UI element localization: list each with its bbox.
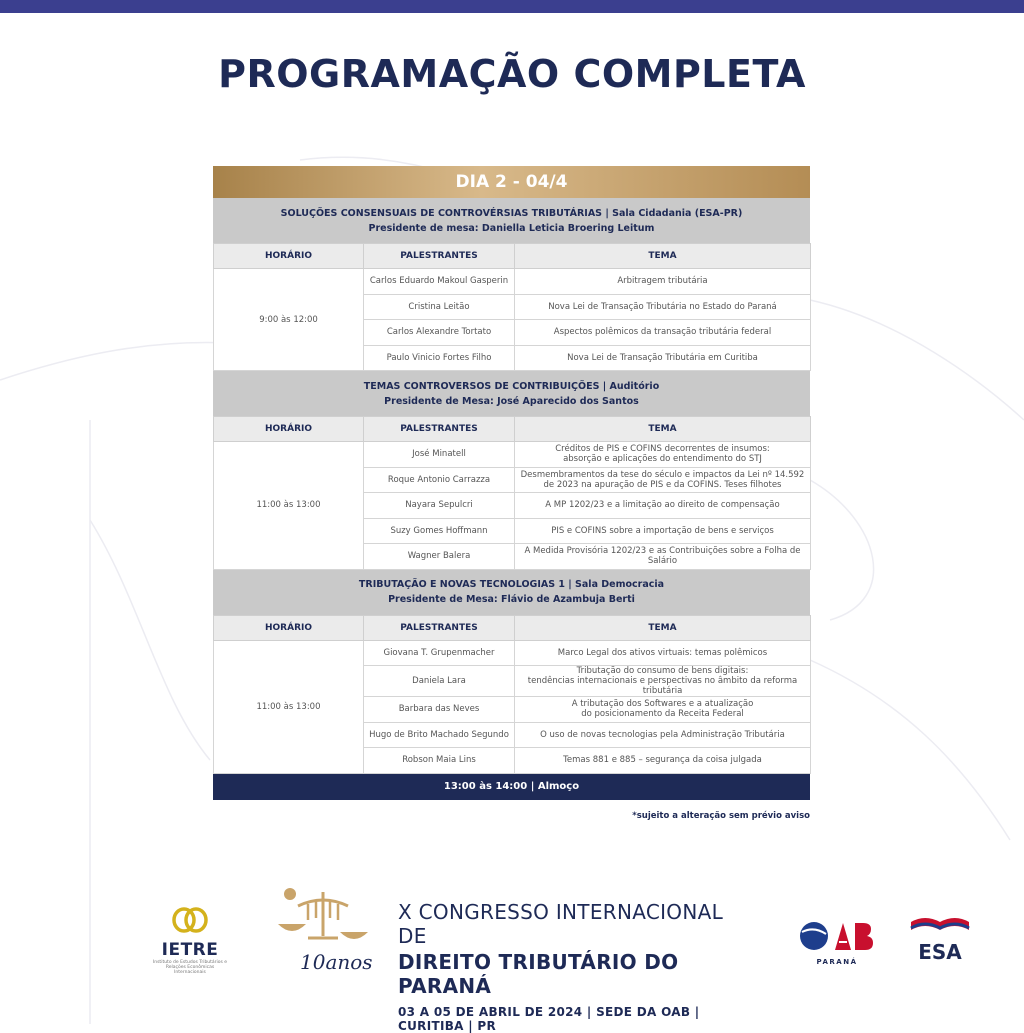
table-row	[214, 269, 811, 295]
ten-years-logo	[268, 884, 388, 984]
session-president: Presidente de Mesa: Flávio de Azambuja Berti	[388, 594, 635, 605]
speaker-cell: Paulo Vinicio Fortes Filho	[364, 345, 515, 371]
theme-cell: PIS e COFINS sobre a importação de bens e serviços	[515, 518, 811, 544]
session-president: Presidente de mesa: Daniella Leticia Broering Leitum	[368, 222, 655, 234]
session-table	[213, 243, 811, 371]
theme-cell: Desmembramentos da tese do século e impactos da Lei nº 14.592 de 2023 na apuração de PIS e da COFINS. Teses filhotes	[515, 467, 811, 493]
open-book-icon	[909, 914, 971, 936]
theme-cell: A Medida Provisória 1202/23 e as Contribuições sobre a Folha de Salário	[515, 544, 811, 570]
speaker-cell: Giovana T. Grupenmacher	[364, 640, 515, 666]
column-header-palestrantes: PALESTRANTES	[364, 417, 515, 442]
table-row	[214, 442, 811, 468]
speaker-cell: Carlos Eduardo Makoul Gasperin	[364, 269, 515, 295]
oab-logo	[798, 920, 876, 970]
speaker-cell: Wagner Balera	[364, 544, 515, 570]
oab-emblem-icon	[799, 920, 875, 952]
speaker-cell: José Minatell	[364, 442, 515, 468]
speaker-cell: Hugo de Brito Machado Segundo	[364, 722, 515, 748]
theme-cell: Arbitragem tributária	[515, 269, 811, 295]
column-header-horario: HORÁRIO	[214, 417, 364, 442]
esa-name: ESA	[918, 940, 962, 964]
column-header-horario: HORÁRIO	[214, 244, 364, 269]
theme-cell: Créditos de PIS e COFINS decorrentes de insumos: absorção e aplicações do entendimento do STJ	[515, 442, 811, 468]
ten-years-label: 10anos	[300, 950, 373, 974]
speaker-cell: Barbara das Neves	[364, 697, 515, 723]
speaker-cell: Roque Antonio Carrazza	[364, 467, 515, 493]
speaker-cell: Daniela Lara	[364, 666, 515, 697]
speaker-cell: Robson Maia Lins	[364, 748, 515, 774]
theme-cell: A MP 1202/23 e a limitação ao direito de compensação	[515, 493, 811, 519]
speaker-cell: Suzy Gomes Hoffmann	[364, 518, 515, 544]
theme-cell: O uso de novas tecnologias pela Administração Tributária	[515, 722, 811, 748]
session-header	[213, 198, 810, 243]
page-title: PROGRAMAÇÃO COMPLETA	[218, 52, 806, 96]
session-title: TRIBUTAÇÃO E NOVAS TECNOLOGIAS 1 | Sala Democracia	[358, 579, 665, 590]
theme-cell: A tributação dos Softwares e a atualização do posicionamento da Receita Federal	[515, 697, 811, 723]
column-header-palestrantes: PALESTRANTES	[364, 615, 515, 640]
column-header-tema: TEMA	[515, 615, 811, 640]
ietre-subtitle: Instituto de Estudos Tributários e Relações Econômicas Internacionais	[152, 960, 228, 975]
disclaimer-note: *sujeito a alteração sem prévio aviso	[632, 811, 810, 821]
column-header-tema: TEMA	[515, 244, 811, 269]
session-header	[213, 570, 810, 615]
lunch-break-bar: 13:00 às 14:00 | Almoço	[213, 774, 810, 800]
column-header-palestrantes: PALESTRANTES	[364, 244, 515, 269]
ietre-rings-icon	[170, 906, 210, 934]
footer-logos	[0, 880, 1024, 1033]
session-table	[213, 615, 811, 774]
scales-of-justice-icon	[268, 884, 378, 954]
ietre-logo	[152, 906, 228, 976]
theme-cell: Temas 881 e 885 – segurança da coisa julgada	[515, 748, 811, 774]
session-title: TEMAS CONTROVERSOS DE CONTRIBUIÇÕES | Auditório	[363, 380, 660, 392]
ietre-name: IETRE	[161, 940, 219, 960]
day-header: DIA 2 - 04/4	[213, 166, 810, 198]
time-cell: 11:00 às 13:00	[214, 640, 364, 773]
congress-line-2: DIREITO TRIBUTÁRIO DO PARANÁ	[398, 950, 679, 998]
theme-cell: Marco Legal dos ativos virtuais: temas polêmicos	[515, 640, 811, 666]
column-header-tema: TEMA	[515, 417, 811, 442]
congress-title-block	[398, 900, 758, 1033]
theme-cell: Nova Lei de Transação Tributária no Estado do Paraná	[515, 294, 811, 320]
speaker-cell: Nayara Sepulcri	[364, 493, 515, 519]
oab-parana-label: PARANÁ	[816, 958, 858, 966]
congress-line-1: X CONGRESSO INTERNACIONAL DE	[398, 900, 724, 948]
speaker-cell: Carlos Alexandre Tortato	[364, 320, 515, 346]
session-title: SOLUÇÕES CONSENSUAIS DE CONTROVÉRSIAS TRIBUTÁRIAS | Sala Cidadania (ESA-PR)	[280, 207, 743, 219]
theme-cell: Tributação do consumo de bens digitais: tendências internacionais e perspectivas no âmbito da reforma tributária	[515, 666, 811, 697]
theme-cell: Aspectos polêmicos da transação tributária federal	[515, 320, 811, 346]
speaker-cell: Cristina Leitão	[364, 294, 515, 320]
column-header-horario: HORÁRIO	[214, 615, 364, 640]
time-cell: 9:00 às 12:00	[214, 269, 364, 371]
session-table	[213, 416, 811, 570]
table-row	[214, 640, 811, 666]
esa-logo	[905, 914, 975, 970]
theme-cell: Nova Lei de Transação Tributária em Curitiba	[515, 345, 811, 371]
time-cell: 11:00 às 13:00	[214, 442, 364, 570]
schedule-table	[213, 166, 810, 800]
congress-dates: 03 A 05 DE ABRIL DE 2024 | SEDE DA OAB | CURITIBA | PR	[398, 1005, 700, 1033]
session-president: Presidente de Mesa: José Aparecido dos Santos	[384, 395, 639, 407]
session-header	[213, 371, 810, 416]
